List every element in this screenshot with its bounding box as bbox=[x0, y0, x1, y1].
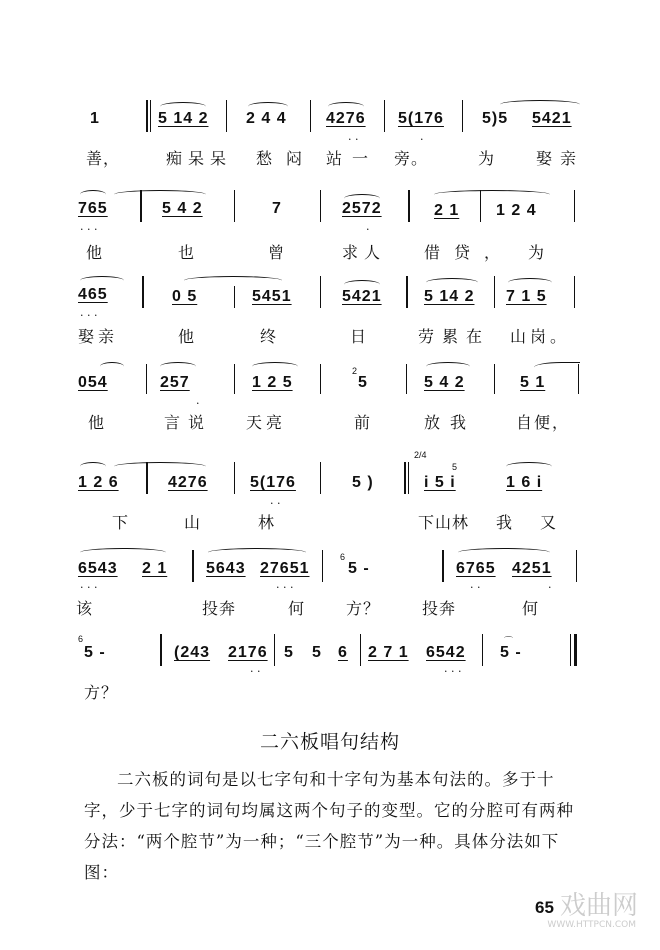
note-group: 5 bbox=[284, 644, 294, 661]
note-group: 2 4 4 bbox=[246, 110, 287, 127]
slur bbox=[80, 276, 124, 285]
lyric: 劳累在 bbox=[418, 327, 491, 346]
note-group: 27651 bbox=[260, 560, 310, 577]
slur bbox=[434, 190, 550, 199]
slur bbox=[184, 276, 282, 285]
note-group: 5 ) bbox=[352, 474, 374, 491]
note-group: 6765 bbox=[456, 560, 496, 577]
barline bbox=[570, 634, 571, 666]
barline bbox=[234, 286, 235, 308]
barline bbox=[160, 634, 162, 666]
lyric: 山 bbox=[184, 513, 202, 532]
lyric: 日 bbox=[350, 327, 368, 346]
paragraph-text: 二六板的词句是以七字句和十字句为基本句法的。多于十字，少于七字的词句均属这两个句子的变型。它的分腔可有两种分法：“两个腔节”为一种；“三个腔节”为一种。具体分法如下图： bbox=[84, 770, 574, 882]
fermata: ⌒ bbox=[504, 636, 514, 646]
barline bbox=[234, 190, 235, 222]
lyric: 下 bbox=[112, 513, 130, 532]
note-group: 6543 bbox=[78, 560, 118, 577]
octave-dots: . . . bbox=[276, 578, 294, 591]
barline bbox=[150, 100, 151, 132]
note-group: 2 7 1 bbox=[368, 644, 409, 661]
final-barline bbox=[574, 634, 577, 666]
grace-note: 6 bbox=[340, 552, 346, 562]
lyric: 娶亲 bbox=[78, 327, 119, 346]
watermark-url: WWW.HTTPCN.COM bbox=[547, 920, 636, 930]
note-group: 5 4 2 bbox=[424, 374, 465, 391]
grace-note: 5 bbox=[452, 462, 458, 472]
slur bbox=[426, 278, 478, 287]
lyric: 为 bbox=[478, 149, 496, 168]
lyric: 投奔 bbox=[422, 599, 457, 618]
lyric: 站一 bbox=[326, 149, 379, 168]
lyric: 娶亲 bbox=[536, 149, 585, 168]
section-title: 二六板唱句结构 bbox=[259, 731, 400, 753]
barline bbox=[404, 462, 406, 494]
barline bbox=[408, 190, 410, 222]
barline bbox=[494, 276, 495, 308]
slur bbox=[100, 362, 124, 371]
barline bbox=[384, 100, 385, 132]
note-group: 7 bbox=[272, 200, 282, 217]
octave-dots: . . . bbox=[80, 220, 98, 233]
barline bbox=[576, 550, 577, 582]
slur bbox=[506, 462, 552, 471]
octave-dots: . bbox=[196, 394, 200, 407]
barline bbox=[574, 276, 575, 308]
note-group: 5 1 bbox=[520, 374, 546, 391]
note-group: 5 bbox=[312, 644, 322, 661]
barline bbox=[442, 550, 444, 582]
note-group: 5(176 bbox=[250, 474, 296, 491]
note-group: 465 bbox=[78, 286, 108, 303]
lyric: 借贷， bbox=[424, 243, 515, 262]
lyric: 痴呆呆 bbox=[166, 149, 233, 168]
lyric: 善， bbox=[86, 149, 121, 168]
note-group: i 5 i bbox=[424, 474, 456, 491]
barline bbox=[146, 100, 148, 132]
section-paragraph bbox=[84, 764, 584, 888]
lyric: 何 bbox=[522, 599, 540, 618]
octave-dots: . bbox=[420, 130, 424, 143]
note-group: 5451 bbox=[252, 288, 292, 305]
note-group: 257 bbox=[160, 374, 190, 391]
octave-dots: . . . bbox=[444, 662, 462, 675]
slur bbox=[114, 190, 206, 199]
slur bbox=[458, 548, 550, 557]
slur bbox=[80, 548, 166, 557]
slur bbox=[508, 278, 552, 287]
barline bbox=[480, 190, 481, 222]
note-group: 1 2 6 bbox=[78, 474, 119, 491]
lyric: 方？ bbox=[346, 599, 381, 618]
barline bbox=[408, 462, 409, 494]
lyric: 天亮 bbox=[246, 413, 287, 432]
octave-dots: . . bbox=[270, 494, 281, 507]
lyric: 愁闷 bbox=[256, 149, 317, 168]
octave-dots: . bbox=[366, 220, 370, 233]
slur bbox=[208, 548, 306, 557]
lyric: 旁。 bbox=[394, 149, 429, 168]
barline bbox=[574, 190, 575, 222]
note-group: 5 14 2 bbox=[158, 110, 209, 127]
octave-dots: . . . bbox=[80, 306, 98, 319]
note-group: 5421 bbox=[532, 110, 572, 127]
lyric: 我 bbox=[496, 513, 514, 532]
barline bbox=[578, 364, 579, 394]
lyric: 曾 bbox=[268, 243, 286, 262]
octave-dots: . bbox=[548, 578, 552, 591]
octave-dots: . . bbox=[470, 578, 481, 591]
barline bbox=[192, 550, 194, 582]
note-group: 5421 bbox=[342, 288, 382, 305]
note-group: 4251 bbox=[512, 560, 552, 577]
barline bbox=[406, 276, 408, 308]
lyric: 终 bbox=[260, 327, 278, 346]
barline bbox=[360, 634, 361, 666]
octave-dots: . . bbox=[250, 662, 261, 675]
note-group: 5 - bbox=[500, 644, 522, 661]
slur bbox=[80, 462, 106, 471]
barline bbox=[310, 100, 311, 132]
barline bbox=[482, 634, 483, 666]
lyric: 投奔 bbox=[202, 599, 237, 618]
barline bbox=[462, 100, 463, 132]
note-group: 5643 bbox=[206, 560, 246, 577]
lyric: 求人 bbox=[342, 243, 387, 262]
note-group: 5)5 bbox=[482, 110, 509, 127]
lyric: 何 bbox=[288, 599, 306, 618]
note-group: 0 5 bbox=[172, 288, 198, 305]
note-group: 2 1 bbox=[142, 560, 168, 577]
slur bbox=[534, 362, 580, 371]
barline bbox=[320, 190, 321, 222]
lyric: 言说 bbox=[164, 413, 213, 432]
lyric: 林 bbox=[258, 513, 276, 532]
note-group: 2 1 bbox=[434, 202, 460, 219]
octave-dots: . . . bbox=[80, 578, 98, 591]
time-signature: 2/4 bbox=[414, 450, 427, 460]
note-group: 5 4 2 bbox=[162, 200, 203, 217]
note-group: 1 2 5 bbox=[252, 374, 293, 391]
note-group: 2176 bbox=[228, 644, 268, 661]
barline bbox=[406, 364, 407, 394]
lyric: 该 bbox=[76, 599, 94, 618]
barline bbox=[142, 276, 144, 308]
note-group: 054 bbox=[78, 374, 108, 391]
barline bbox=[320, 364, 321, 394]
barline bbox=[320, 276, 321, 308]
page-number: 65 bbox=[535, 898, 554, 917]
lyric: 山岗。 bbox=[510, 327, 571, 346]
lyric: 他 bbox=[88, 413, 106, 432]
barline bbox=[226, 100, 227, 132]
barline bbox=[322, 550, 323, 582]
note-group: 6 bbox=[338, 644, 348, 661]
note-group: (243 bbox=[174, 644, 211, 661]
note-group: 7 1 5 bbox=[506, 288, 547, 305]
slur bbox=[500, 100, 580, 109]
note-group: 6542 bbox=[426, 644, 466, 661]
barline bbox=[320, 462, 321, 494]
watermark-logo: 戏曲网 bbox=[559, 891, 638, 921]
barline bbox=[146, 364, 147, 394]
barline bbox=[234, 364, 235, 394]
barline bbox=[234, 462, 235, 494]
slur bbox=[80, 190, 106, 199]
slur bbox=[252, 362, 298, 371]
lyric: 他 bbox=[178, 327, 196, 346]
barline bbox=[494, 364, 495, 394]
lyric: 放我 bbox=[424, 413, 477, 432]
note-group: 765 bbox=[78, 200, 108, 217]
note-group: 2572 bbox=[342, 200, 382, 217]
lyric: 为 bbox=[528, 243, 546, 262]
note-group: 5(176 bbox=[398, 110, 444, 127]
note-group: 5 - bbox=[348, 560, 370, 577]
octave-dots: . . bbox=[348, 130, 359, 143]
slur bbox=[114, 462, 206, 471]
lyric: 前 bbox=[354, 413, 372, 432]
note-group: 1 bbox=[90, 110, 100, 127]
lyric: 又 bbox=[540, 513, 558, 532]
note-group: 1 2 4 bbox=[496, 202, 537, 219]
slur bbox=[160, 362, 196, 371]
lyric: 自便， bbox=[516, 413, 571, 432]
note-group: 5 - bbox=[84, 644, 106, 661]
lyric: 方？ bbox=[84, 683, 119, 702]
note-group: 4276 bbox=[326, 110, 366, 127]
lyric: 他 bbox=[86, 243, 104, 262]
slur bbox=[426, 362, 470, 371]
note-group: 1 6 i bbox=[506, 474, 543, 491]
grace-note: 2 bbox=[352, 366, 358, 376]
note-group: 4276 bbox=[168, 474, 208, 491]
lyric: 也 bbox=[178, 243, 196, 262]
grace-note: 6 bbox=[78, 634, 84, 644]
note-group: 5 bbox=[358, 374, 368, 391]
lyric: 下山林 bbox=[418, 513, 470, 532]
barline bbox=[274, 634, 275, 666]
note-group: 5 14 2 bbox=[424, 288, 475, 305]
